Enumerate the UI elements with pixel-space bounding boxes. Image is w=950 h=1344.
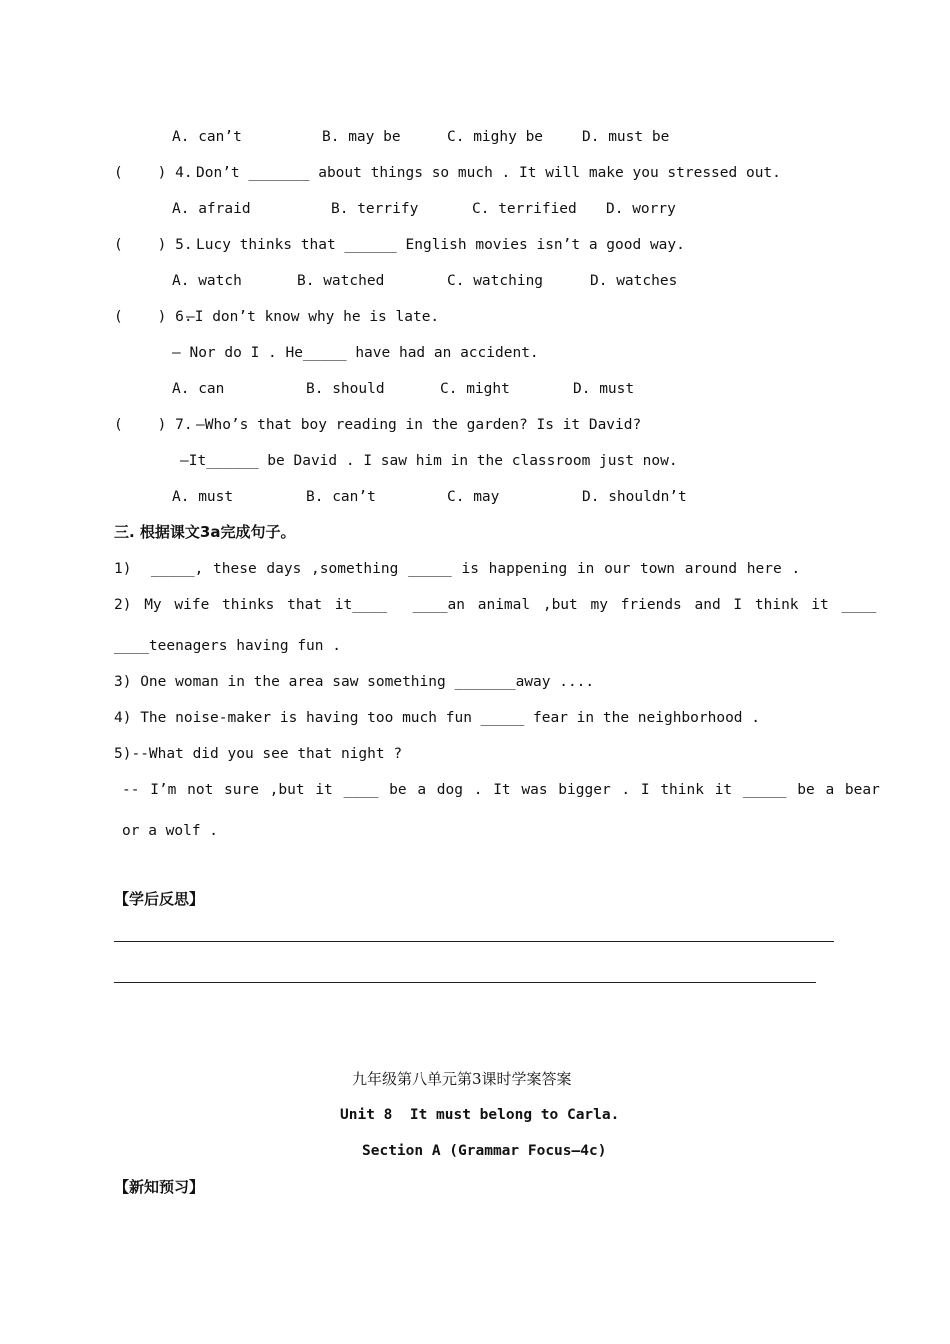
preview-heading: 【新知预习】 <box>114 1178 205 1196</box>
q6-reply: — Nor do I . He_____ have had an accident. <box>172 345 539 361</box>
q6-stem: —I don’t know why he is late. <box>186 309 440 325</box>
sentence-5-answer: -- I’m not sure ,but it ____ be a dog . It was bigger . I think it _____ be a bear <box>122 782 880 798</box>
sentence-1: 1) _____, these days ,something _____ is happening in our town around here . <box>114 561 801 577</box>
sentence-2-line-1: 2) My wife thinks that it____ ____an animal ,but my friends and I think it ____ <box>114 597 877 613</box>
q7-option-b: B. can’t <box>306 489 376 505</box>
q5-stem: Lucy thinks that ______ English movies isn’t a good way. <box>196 237 685 253</box>
reflection-heading: 【学后反思】 <box>114 890 205 908</box>
sentence-5-question: 5)--What did you see that night ? <box>114 746 403 762</box>
answer-key-title: 九年级第八单元第3课时学案答案 <box>352 1070 572 1088</box>
sentence-2-line-2: ____teenagers having fun . <box>114 638 341 654</box>
answer-key-section: Section A (Grammar Focus—4c) <box>362 1143 607 1159</box>
q7-option-d: D. shouldn’t <box>582 489 687 505</box>
q4-option-d: D. worry <box>606 201 676 217</box>
q4-option-c: C. terrified <box>472 201 577 217</box>
q4-option-b: B. terrify <box>331 201 419 217</box>
q3-option-a: A. can’t <box>172 129 242 145</box>
sentence-4: 4) The noise-maker is having too much fun _____ fear in the neighborhood . <box>114 710 761 726</box>
q7-number: ( ) 7. <box>114 417 193 433</box>
q3-option-b: B. may be <box>322 129 401 145</box>
q5-option-a: A. watch <box>172 273 242 289</box>
q6-number: ( ) 6. <box>114 309 193 325</box>
reflection-line-1 <box>114 941 834 942</box>
q7-reply: —It______ be David . I saw him in the classroom just now. <box>180 453 678 469</box>
q5-option-c: C. watching <box>447 273 544 289</box>
q6-option-c: C. might <box>440 381 510 397</box>
sentence-3: 3) One woman in the area saw something _______away .... <box>114 674 595 690</box>
q7-stem: —Who’s that boy reading in the garden? Is it David? <box>196 417 642 433</box>
q3-option-c: C. mighy be <box>447 129 544 145</box>
q5-option-d: D. watches <box>590 273 678 289</box>
reflection-line-2 <box>114 982 816 983</box>
q6-option-d: D. must <box>573 381 635 397</box>
q6-option-b: B. should <box>306 381 385 397</box>
q5-option-b: B. watched <box>297 273 385 289</box>
q7-option-a: A. must <box>172 489 234 505</box>
q6-option-a: A. can <box>172 381 225 397</box>
section3-heading: 三. 根据课文3a完成句子。 <box>114 523 296 541</box>
q5-number: ( ) 5. <box>114 237 193 253</box>
q4-stem: Don’t _______ about things so much . It will make you stressed out. <box>196 165 781 181</box>
answer-key-unit: Unit 8 It must belong to Carla. <box>340 1107 620 1123</box>
q7-option-c: C. may <box>447 489 500 505</box>
q4-option-a: A. afraid <box>172 201 251 217</box>
sentence-5-answer-cont: or a wolf . <box>122 823 219 839</box>
q4-number: ( ) 4. <box>114 165 193 181</box>
q3-option-d: D. must be <box>582 129 670 145</box>
